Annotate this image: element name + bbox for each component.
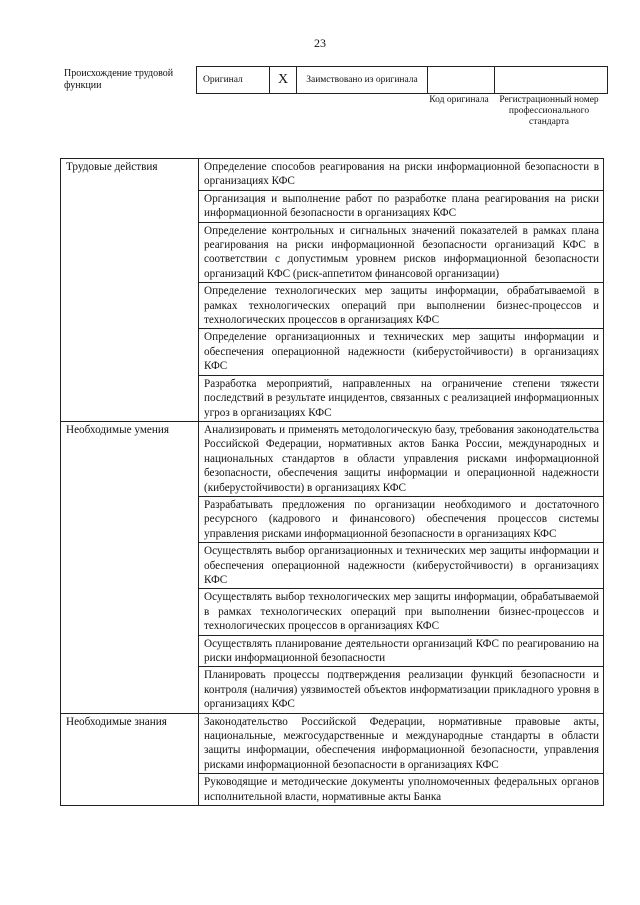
list-item: Анализировать и применять методологическую базу, требования законодательства Российской Федерации, нормативных актов Банка России, международных и национальных стандартов в области управления рисками информационной безопасности, обеспечения защиты информации и операционной надежности (киберустойчивости) в организациях КФС (199, 421, 604, 496)
list-item: Разработка мероприятий, направленных на ограничение степени тяжести последствий в результате инцидентов, связанных с реализацией информационных угроз в организациях КФС (199, 375, 604, 421)
section-title-knowledge: Необходимые знания (61, 713, 199, 805)
code-cell (428, 67, 495, 94)
list-item: Организация и выполнение работ по разработке плана реагирования на риски информационной безопасности в организациях КФС (199, 190, 604, 222)
original-cell: Оригинал (197, 67, 270, 94)
origin-table (196, 66, 608, 94)
list-item: Осуществлять выбор организационных и технических мер защиты информации и обеспечения операционной надежности (киберустойчивости) в организациях КФС (199, 543, 604, 589)
page-number: 23 (314, 36, 326, 50)
original-mark: X (270, 67, 297, 94)
list-item: Разрабатывать предложения по организации необходимого и достаточного ресурсного (кадрового и финансового) обеспечения процессов системы управления рисками информационной безопасности в организациях КФС (199, 496, 604, 542)
reg-number-cell (495, 67, 608, 94)
list-item: Планировать процессы подтверждения реализации функций безопасности и контроля (наличия) уязвимостей объектов информатизации прикладного уровня в организациях КФС (199, 667, 604, 713)
function-table (60, 158, 604, 806)
list-item: Определение контрольных и сигнальных значений показателей в рамках плана реагирования на риски информационной безопасности организаций КФС в соответствии с допустимым уровнем рисков информационной безопасности организаций КФС (риск-аппетитом финансовой организации) (199, 222, 604, 283)
section-title-skills: Необходимые умения (61, 421, 199, 713)
section-title-actions: Трудовые действия (61, 159, 199, 422)
list-item: Осуществлять планирование деятельности организаций КФС по реагированию на риски информационной безопасности (199, 635, 604, 667)
list-item: Осуществлять выбор технологических мер защиты информации, обрабатываемой в рамках технологических операций при выполнении бизнес-процессов и технологических процессов в организациях КФС (199, 589, 604, 635)
table-row (61, 421, 604, 496)
table-row (61, 159, 604, 191)
list-item: Определение способов реагирования на риски информационной безопасности в организациях КФС (199, 159, 604, 191)
list-item: Законодательство Российской Федерации, нормативные правовые акты, национальные, межгосударственные и международные стандарты в области защиты информации, обеспечения информационной безопасности, управления рисками информационной безопасности в организациях КФС (199, 713, 604, 774)
code-caption: Код оригинала (429, 95, 489, 105)
origin-label: Происхождение трудовой функции (64, 68, 174, 91)
list-item: Определение организационных и технических мер защиты информации и обеспечения операционной надежности (киберустойчивости) в организациях КФС (199, 329, 604, 375)
list-item: Определение технологических мер защиты информации, обрабатываемой в рамках технологических операций при выполнении бизнес-процессов и технологических процессов в организациях КФС (199, 283, 604, 329)
reg-caption: Регистрационный номер профессионального стандарта (499, 95, 599, 127)
list-item: Руководящие и методические документы уполномоченных федеральных органов исполнительной власти, нормативные акты Банка (199, 774, 604, 806)
table-row (61, 713, 604, 774)
borrowed-cell: Заимствовано из оригинала (297, 67, 428, 94)
